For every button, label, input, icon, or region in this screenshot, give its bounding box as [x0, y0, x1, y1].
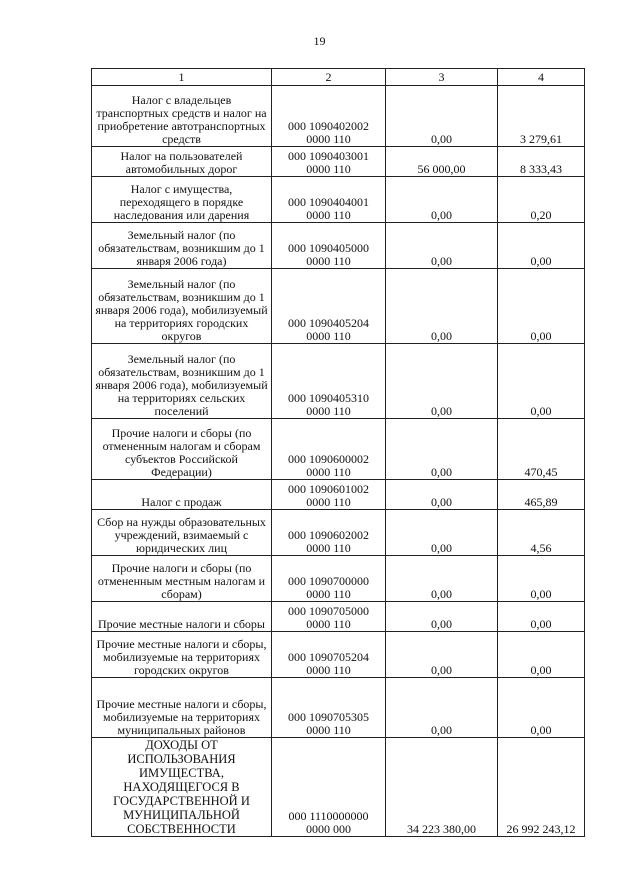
row-plan: 56 000,00 — [386, 147, 498, 177]
row-actual: 0,00 — [498, 678, 585, 738]
table-row — [92, 632, 585, 678]
row-actual: 0,00 — [498, 632, 585, 678]
table-row — [92, 480, 585, 510]
row-plan: 0,00 — [386, 344, 498, 419]
row-code: 000 1090705000 0000 110 — [272, 602, 386, 632]
table-row — [92, 678, 585, 738]
revenue-table — [91, 68, 585, 837]
row-code: 000 1090600002 0000 110 — [272, 419, 386, 480]
row-plan: 0,00 — [386, 419, 498, 480]
row-actual: 8 333,43 — [498, 147, 585, 177]
row-name: Прочие местные налоги и сборы — [92, 602, 272, 632]
row-name: Налог на пользователей автомобильных дорог — [92, 147, 272, 177]
row-plan: 0,00 — [386, 480, 498, 510]
row-code: 000 1090405310 0000 110 — [272, 344, 386, 419]
row-code: 000 1090405204 0000 110 — [272, 269, 386, 344]
row-code: 000 1090404001 0000 110 — [272, 177, 386, 223]
row-actual: 0,00 — [498, 602, 585, 632]
row-code: 000 1090403001 0000 110 — [272, 147, 386, 177]
table-row — [92, 223, 585, 269]
row-actual: 0,00 — [498, 269, 585, 344]
row-code: 000 1090700000 0000 110 — [272, 556, 386, 602]
row-plan: 0,00 — [386, 86, 498, 147]
row-plan: 34 223 380,00 — [386, 738, 498, 837]
row-actual: 3 279,61 — [498, 86, 585, 147]
row-plan: 0,00 — [386, 269, 498, 344]
table-row — [92, 344, 585, 419]
row-actual: 470,45 — [498, 419, 585, 480]
row-plan: 0,00 — [386, 223, 498, 269]
row-plan: 0,00 — [386, 602, 498, 632]
row-actual: 0,00 — [498, 223, 585, 269]
row-actual: 465,89 — [498, 480, 585, 510]
table-header-row — [92, 69, 585, 86]
row-name: Прочие местные налоги и сборы, мобилизуемые на территориях городских округов — [92, 632, 272, 678]
row-plan: 0,00 — [386, 510, 498, 556]
row-actual: 4,56 — [498, 510, 585, 556]
row-name: Налог с владельцев транспортных средств и налог на приобретение автотранспортных средств — [92, 86, 272, 147]
table-row — [92, 556, 585, 602]
row-name: Земельный налог (по обязательствам, возникшим до 1 января 2006 года), мобилизуемый на территориях городских округов — [92, 269, 272, 344]
column-header-1: 1 — [92, 69, 272, 86]
table-body — [92, 86, 585, 837]
table-row — [92, 738, 585, 837]
table-row — [92, 510, 585, 556]
row-name: ДОХОДЫ ОТ ИСПОЛЬЗОВАНИЯ ИМУЩЕСТВА, НАХОДЯЩЕГОСЯ В ГОСУДАРСТВЕННОЙ И МУНИЦИПАЛЬНОЙ СОБСТВЕННОСТИ — [92, 738, 272, 837]
row-name: Прочие налоги и сборы (по отмененным налогам и сборам субъектов Российской Федерации) — [92, 419, 272, 480]
row-code: 000 1090405000 0000 110 — [272, 223, 386, 269]
row-code: 000 1090602002 0000 110 — [272, 510, 386, 556]
row-name: Земельный налог (по обязательствам, возникшим до 1 января 2006 года) — [92, 223, 272, 269]
row-name: Земельный налог (по обязательствам, возникшим до 1 января 2006 года), мобилизуемый на территориях сельских поселений — [92, 344, 272, 419]
table-row — [92, 419, 585, 480]
table-row — [92, 602, 585, 632]
row-actual: 26 992 243,12 — [498, 738, 585, 837]
row-name: Прочие налоги и сборы (по отмененным местным налогам и сборам) — [92, 556, 272, 602]
row-plan: 0,00 — [386, 177, 498, 223]
row-plan: 0,00 — [386, 678, 498, 738]
table-row — [92, 269, 585, 344]
page-number: 19 — [313, 34, 326, 48]
row-code: 000 1090402002 0000 110 — [272, 86, 386, 147]
row-code: 000 1110000000 0000 000 — [272, 738, 386, 837]
row-name: Налог с продаж — [92, 480, 272, 510]
table-row — [92, 177, 585, 223]
column-header-4: 4 — [498, 69, 585, 86]
table-row — [92, 147, 585, 177]
table-row — [92, 86, 585, 147]
row-actual: 0,20 — [498, 177, 585, 223]
row-name: Сбор на нужды образовательных учреждений, взимаемый с юридических лиц — [92, 510, 272, 556]
row-actual: 0,00 — [498, 556, 585, 602]
column-header-3: 3 — [386, 69, 498, 86]
row-code: 000 1090601002 0000 110 — [272, 480, 386, 510]
row-name: Прочие местные налоги и сборы, мобилизуемые на территориях муниципальных районов — [92, 678, 272, 738]
column-header-2: 2 — [272, 69, 386, 86]
row-actual: 0,00 — [498, 344, 585, 419]
row-code: 000 1090705305 0000 110 — [272, 678, 386, 738]
row-name: Налог с имущества, переходящего в порядке наследования или дарения — [92, 177, 272, 223]
row-plan: 0,00 — [386, 632, 498, 678]
row-plan: 0,00 — [386, 556, 498, 602]
row-code: 000 1090705204 0000 110 — [272, 632, 386, 678]
